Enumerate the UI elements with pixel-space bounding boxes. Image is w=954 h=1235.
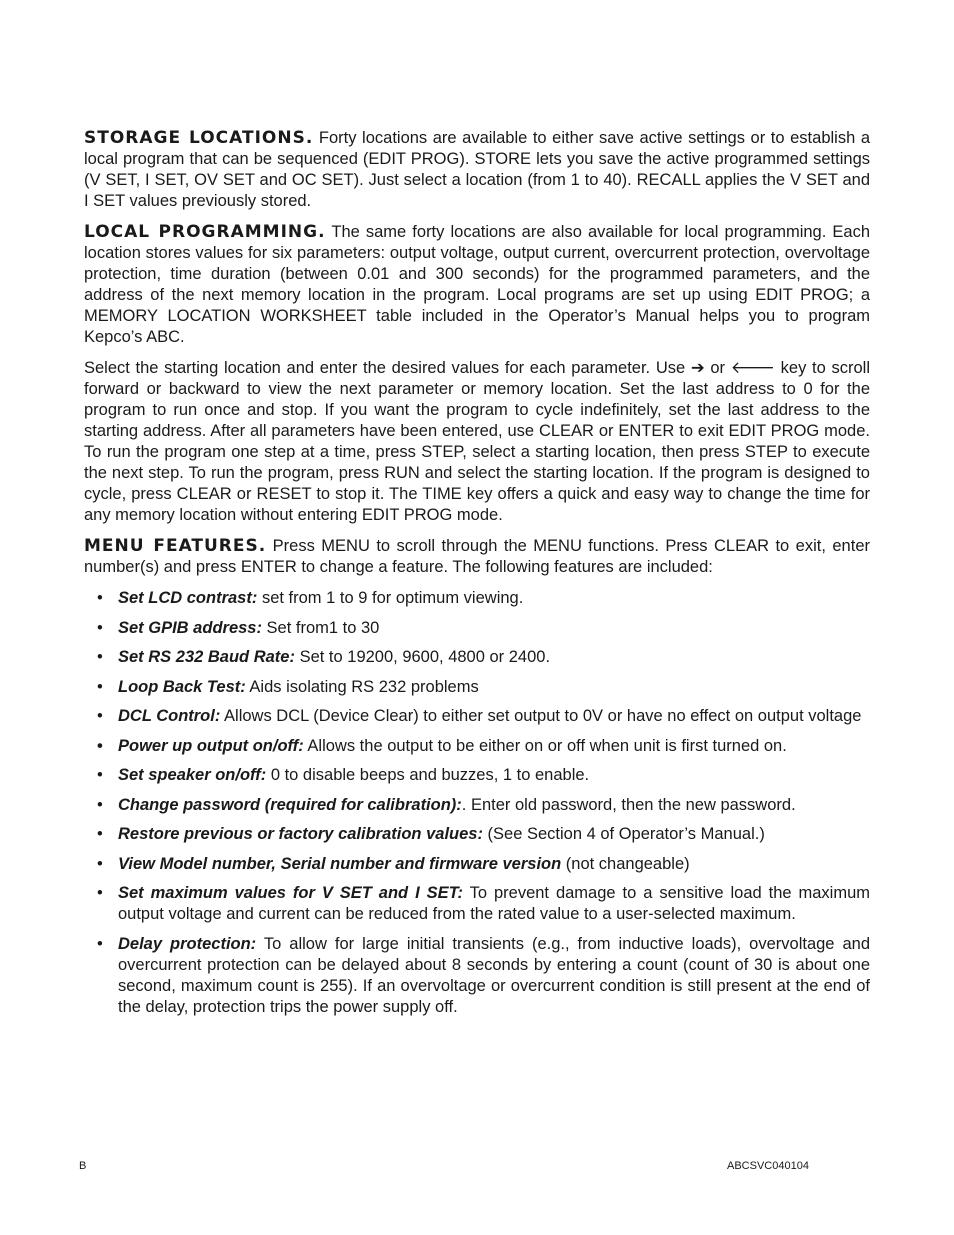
local-paragraph-2: Select the starting location and enter the desired values for each parameter. Use ➔ or 🡐 key to scroll forward or backward to view the next parameter or memory location. Set the last address to 0 for the program to run once and stop. If you want the program to cycle indefinitely, set the last address to the starting address. After all parameters have been entered, use CLEAR or ENTER to exit EDIT PROG mode. To run the program one step at a time, press STEP, select a starting location, then press STEP to execute the next step. To run the program, press RUN and select the starting location. If the program is designed to cycle, press CLEAR or RESET to stop it. The TIME key offers a quick and easy way to change the time for any memory location without entering EDIT PROG mode. [84, 359, 870, 524]
list-item: • Delay protection: To allow for large initial transients (e.g., from inductive loads), overvoltage and overcurrent protection can be delayed about 8 seconds by entering a count (count of 30 is about one second, maximum count is 255). If an overvoltage or overcurrent condition is still present at the end of the delay, protection trips the power supply off. [97, 934, 870, 1016]
local-heading: LOCAL PROGRAMMING. [84, 222, 326, 242]
list-item: • Restore previous or factory calibration values: (See Section 4 of Operator’s Manual.) [97, 825, 765, 843]
bullet-icon: • [97, 934, 103, 953]
list-item: • Set maximum values for V SET and I SET: To prevent damage to a sensitive load the maximum output voltage and current can be reduced from the rated value to a user-selected maximum. [97, 884, 870, 923]
bullet-icon: • [97, 677, 103, 696]
list-item: • Set speaker on/off: 0 to disable beeps and buzzes, 1 to enable. [97, 766, 590, 784]
local-text: The same forty locations are also available for local programming. Each location stores values for six parameters: output voltage, output current, overcurrent protection, overvoltage protection, time duration (between 0.01 and 300 seconds) for the programmed parameters, and the address of the next memory location in the program. Local programs are set up using EDIT PROG; a MEMORY LOCATION WORKSHEET table included in the Operator’s Manual helps you to program Kepco’s ABC. [84, 223, 870, 346]
list-item: • Change password (required for calibration):. Enter old password, then the new password. [97, 795, 796, 814]
menu-paragraph [84, 536, 870, 578]
footer-doc-code: ABCSVC040104 [727, 1160, 809, 1172]
footer-page-label: B [79, 1160, 87, 1172]
document-body [84, 128, 870, 1026]
bullet-icon: • [97, 825, 103, 843]
list-item: • Set GPIB address: Set from1 to 30 [97, 618, 380, 637]
list-item: • Set RS 232 Baud Rate: Set to 19200, 9600, 4800 or 2400. [97, 648, 551, 666]
bullet-icon: • [97, 736, 103, 755]
storage-text: Forty locations are available to either save active settings or to establish a local program that can be sequenced (EDIT PROG). STORE lets you save the active programmed settings (V SET, I SET, OV SET and OC SET). Just select a location (from 1 to 40). RECALL applies the V SET and I SET values previously stored. [84, 129, 870, 210]
bullet-icon: • [97, 766, 103, 784]
menu-text: Press MENU to scroll through the MENU functions. Press CLEAR to exit, enter number(s) and press ENTER to change a feature. The following features are included: [84, 537, 870, 576]
list-item: • Power up output on/off: Allows the output to be either on or off when unit is first turned on. [97, 736, 787, 755]
bullet-icon: • [97, 648, 103, 666]
local-paragraph [84, 222, 870, 348]
menu-feature-list [84, 588, 870, 1018]
bullet-icon: • [97, 618, 103, 637]
bullet-icon: • [97, 795, 103, 814]
list-item: • DCL Control: Allows DCL (Device Clear) to either set output to 0V or have no effect on output voltage [97, 707, 862, 725]
storage-paragraph [84, 128, 870, 212]
menu-heading: MENU FEATURES. [84, 536, 267, 556]
list-item: • Loop Back Test: Aids isolating RS 232 problems [97, 677, 479, 696]
list-item: • Set LCD contrast: set from 1 to 9 for optimum viewing. [97, 589, 524, 607]
bullet-icon: • [97, 707, 103, 725]
list-item: • View Model number, Serial number and firmware version (not changeable) [97, 854, 690, 873]
bullet-icon: • [97, 589, 103, 607]
storage-heading: STORAGE LOCATIONS. [84, 128, 314, 148]
bullet-icon: • [97, 854, 103, 873]
bullet-icon: • [97, 884, 103, 902]
